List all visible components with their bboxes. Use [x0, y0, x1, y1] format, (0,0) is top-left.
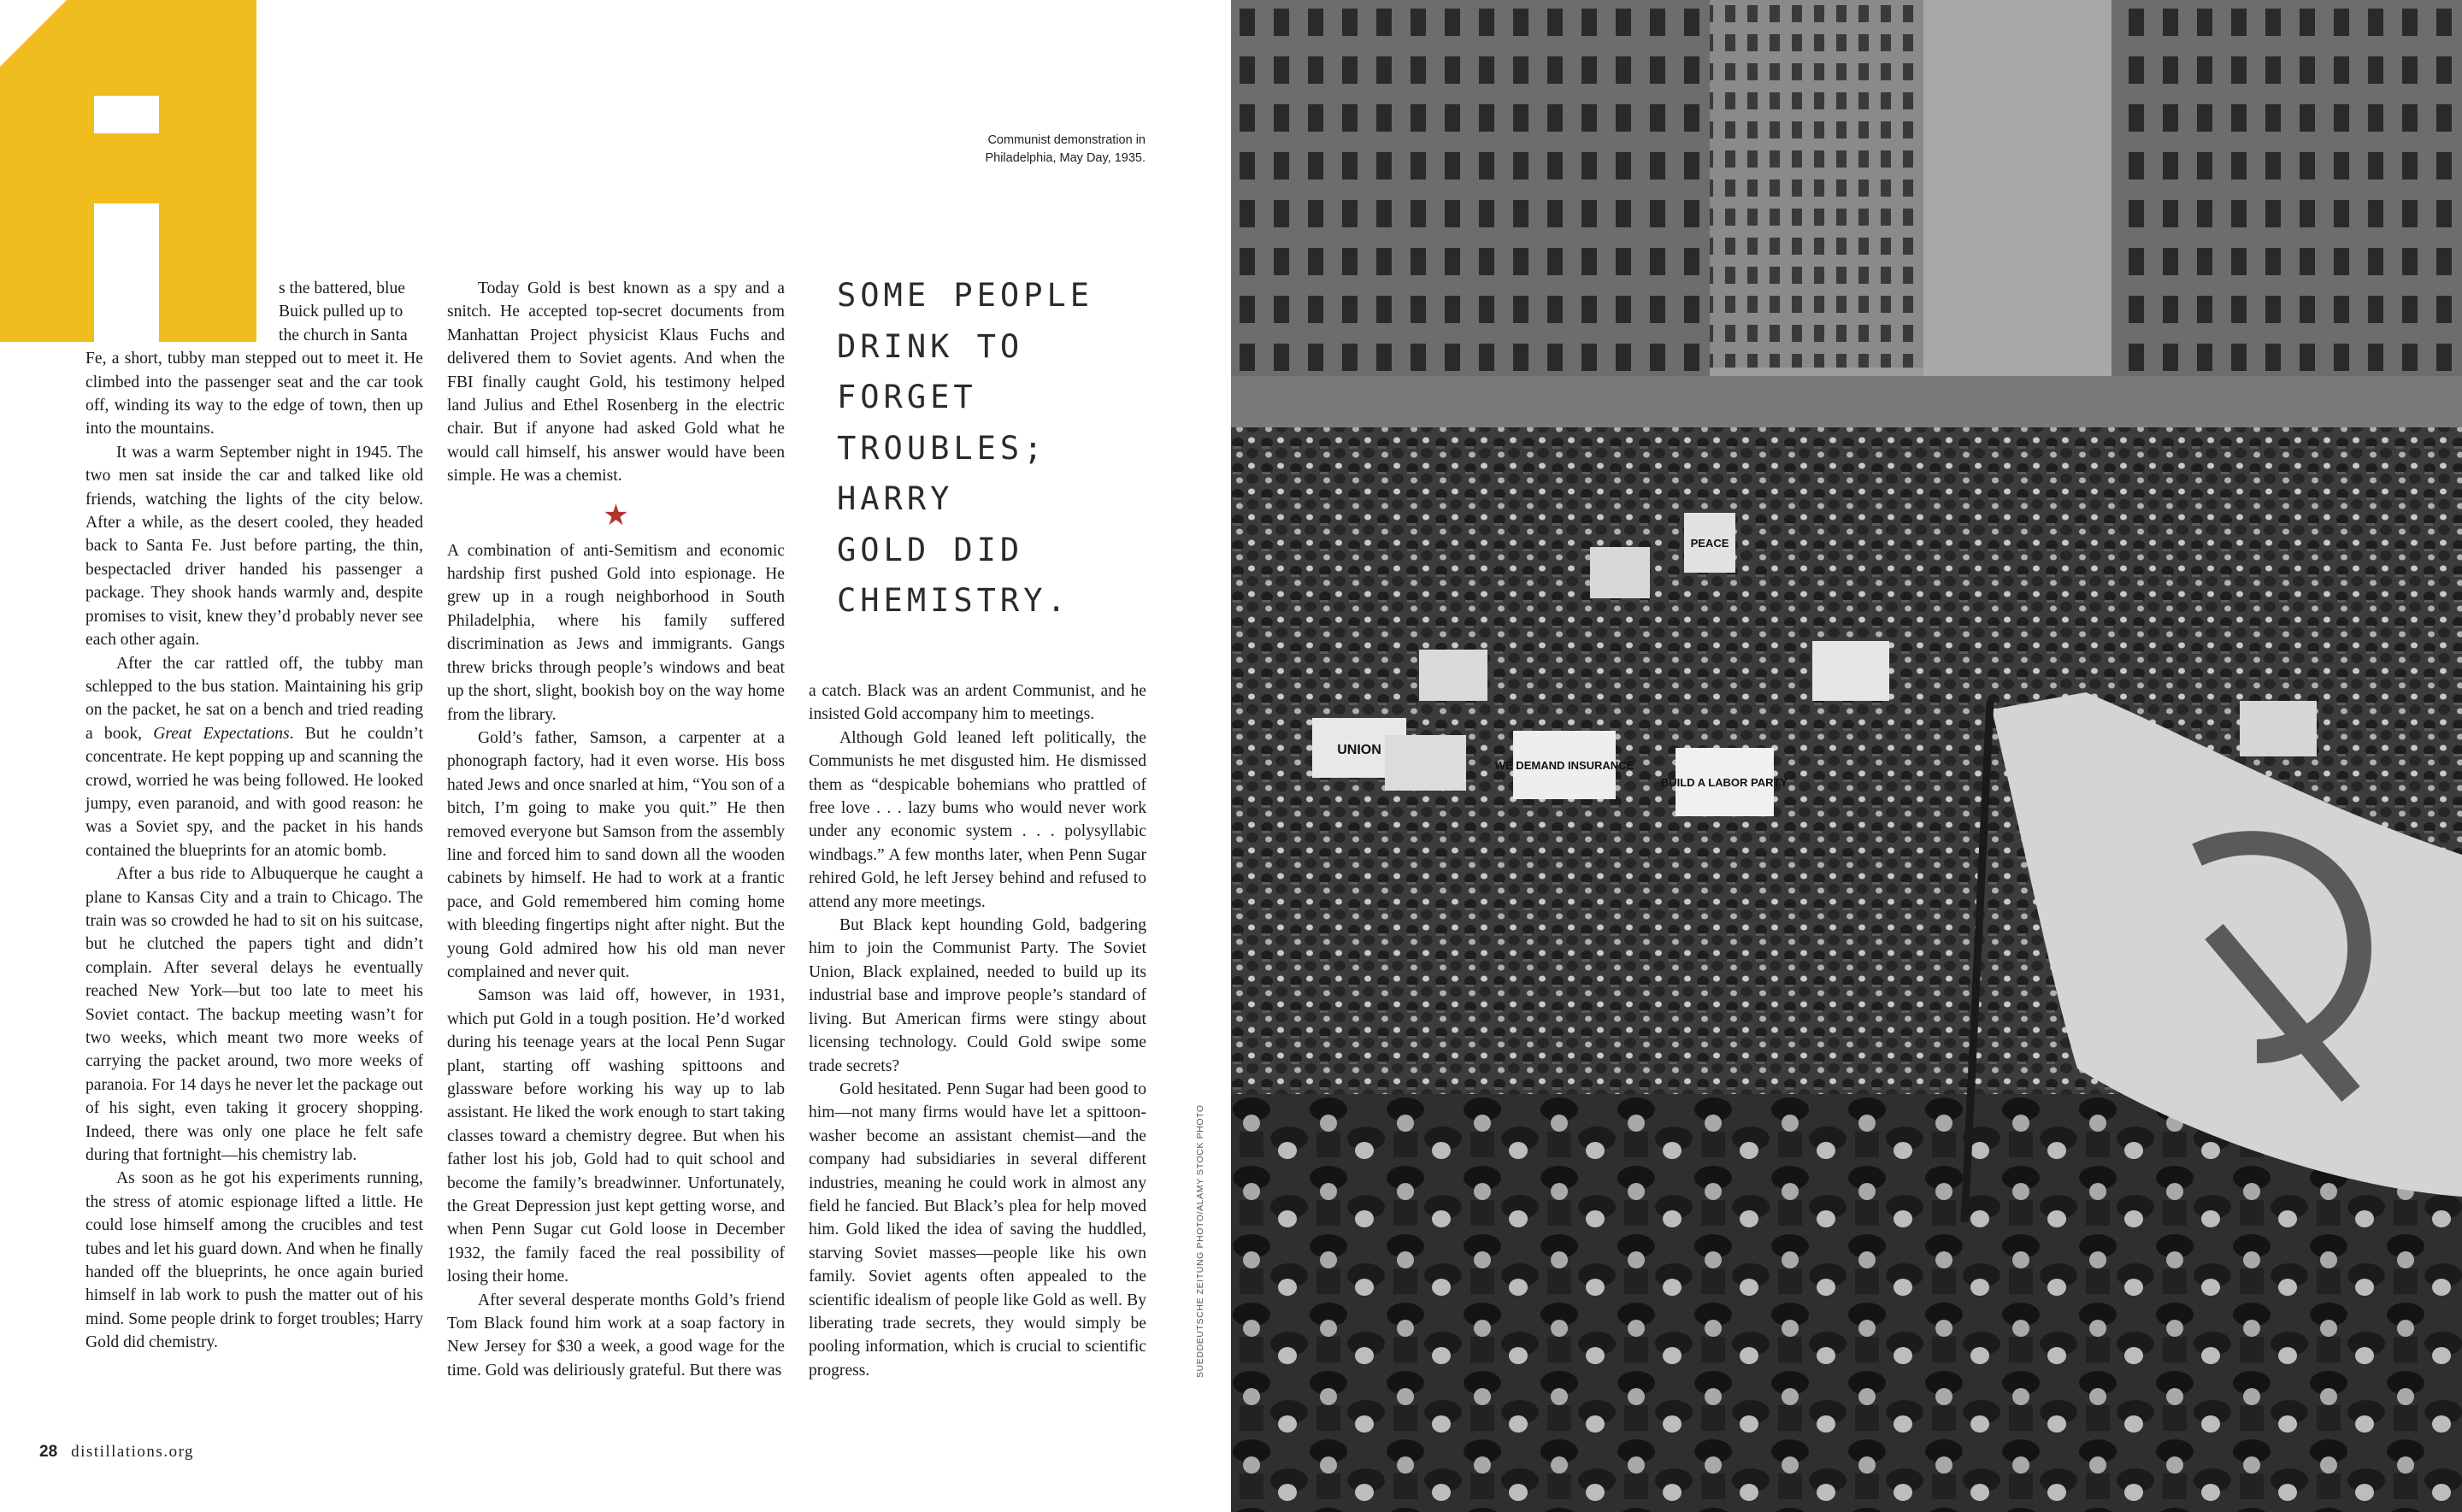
photo-credit: SUEDDEUTSCHE ZEITUNG PHOTO/ALAMY STOCK PHOTO	[1195, 1104, 1205, 1378]
sign	[1419, 650, 1487, 701]
body-paragraph: A combination of anti-Semitism and economic hardship first pushed Gold into espionage. He grew up in a rough neighborhood in South Philadelphia, where his family suffered discrimination as Jews and immigrants. Gangs threw bricks through people’s windows and beat up the short, slight, bookish boy on the way home from the library.	[447, 541, 785, 724]
city-hall-building	[1231, 0, 1710, 402]
body-paragraph: Gold’s father, Samson, a carpenter at a phonograph factory, had it even worse. His boss hated Jews and once snarled at him, “You son of a bitch, I’m going to make you quit.” He then removed everyone but Samson from the assembly line and forced him to sand down all the wooden cabinets by himself. He had to work at a frantic pace, and Gold remembered him coming home with bleeding fingertips night after night. But the young Gold admired how his old man never complained and never quit.	[447, 728, 785, 981]
lead-line-2: Buick pulled up to	[279, 303, 403, 321]
lead-line-3: the church in Santa	[279, 326, 408, 344]
body-paragraph: As soon as he got his experiments running, the stress of atomic espionage lifted a little. He could lose himself among the crucibles and test tubes and let his guard down. And when he finally handed off the blueprints, he once again buried himself in lab work to push the matter out of his mind. Some people drink to forget troubles; Harry Gold did chemistry.	[85, 1169, 423, 1352]
pull-quote-line: FORGET	[837, 379, 977, 415]
body-paragraph: After several desperate months Gold’s friend Tom Black found him work at a soap factory in New Jersey for $30 a week, a good wage for the time. Gold was deliriously grateful. But there was	[447, 1291, 785, 1380]
star-icon: ★	[603, 499, 629, 532]
body-paragraph	[85, 652, 423, 863]
sign	[1385, 735, 1466, 791]
distant-tower	[1710, 0, 1923, 368]
body-paragraph: Samson was laid off, however, in 1931, which put Gold in a tough position. He’d worked during his teenage years at the local Penn Sugar plant, starting off washing spittoons and glassware before working his way up to lab assistant. He liked the work enough to start taking classes toward a chemistry degree. But when his father lost his job, Gold had to quit school and become the family’s breadwinner. Unfortunately, the Great Depression just kept getting worse, and when Penn Sugar cut Gold loose in December 1932, the family faced the real possibility of losing their home.	[447, 986, 785, 1286]
body-paragraph: a catch. Black was an ardent Communist, and he insisted Gold accompany him to meetings.	[809, 682, 1146, 724]
body-paragraph: But Black kept hounding Gold, badgering him to join the Communist Party. The Soviet Union, Black explained, needed to build up its industrial base and improve people’s standard of living. But American firms were stingy about licensing technology. Could Gold swipe some trade secrets?	[809, 916, 1146, 1075]
sign	[2240, 701, 2317, 756]
body-paragraph: Gold hesitated. Penn Sugar had been good to him—not many firms would have let a spittoon-washer become an assistant chemist—and the company had subsidiaries in several different industries, meaning he could work in almost any field he fancied. But Black’s plea for help moved him. Gold liked the idea of saving the huddled, starving Soviet masses—people like his own family. Soviet agents often appealed to the scientific idealism of people like Gold as well. By liberating trade secrets, they would simply be pooling information, which is crucial to scientific progress.	[809, 1080, 1146, 1380]
distant-tower	[1923, 0, 2112, 376]
body-text: After the car rattled off, the tubby man schlepped to the bus station. Maintaining his grip on the packet, he sat on a bench and tried reading a book,	[85, 654, 423, 743]
demonstration-photo	[1231, 0, 2462, 1512]
pull-quote-line: CHEMISTRY.	[837, 582, 1070, 619]
article-column-1	[85, 277, 423, 1355]
pull-quote-line: DRINK TO	[837, 327, 1024, 365]
folio	[39, 1443, 194, 1462]
page-number: 28	[39, 1443, 58, 1461]
sign-text: PEACE	[1690, 537, 1729, 550]
sign-text: UNION	[1337, 743, 1381, 757]
right-building	[2112, 0, 2462, 427]
sign	[1590, 547, 1650, 598]
pull-quote-line: SOME PEOPLE	[837, 277, 1094, 314]
site-url: distillations.org	[71, 1443, 195, 1461]
body-paragraph: After a bus ride to Albuquerque he caught a plane to Kansas City and a train to Chicago. The train was so crowded he had to sit on his suitcase, but he clutched the papers tight and didn’t complain. After several delays he eventually reached New York—but too late to meet his Soviet contact. The backup meeting wasn’t for two weeks, which meant two more weeks of carrying the packet around, two more weeks of paranoia. For 14 days he never let the package out of his sight, even taking it grocery shopping. Indeed, there was only one place he felt safe during that fortnight—his chemistry lab.	[85, 865, 423, 1165]
article-column-2	[447, 277, 785, 1382]
sign-text: WE DEMAND INSURANCE	[1494, 759, 1634, 772]
book-title: Great Expectations	[153, 724, 290, 743]
pull-quote	[837, 270, 1196, 627]
pull-quote-line: HARRY	[837, 480, 954, 517]
lead-line-1: s the battered, blue	[279, 279, 405, 297]
pull-quote-line: GOLD DID	[837, 531, 1024, 568]
pull-quote-line: TROUBLES;	[837, 429, 1047, 467]
caption-line: Philadelphia, May Day, 1935.	[985, 151, 1146, 165]
lead-rest: Fe, a short, tubby man stepped out to meet it. He climbed into the passenger seat and the car took off, winding its way to the edge of town, then up into the mountains.	[85, 350, 423, 438]
lead-paragraph	[85, 277, 423, 441]
body-text: . But he couldn’t concentrate. He kept popping up and scanning the crowd, worried he was being followed. He looked jumpy, even paranoid, and with good reason: he was a Soviet spy, and the packet in his hands contained the blueprints for an atomic bomb.	[85, 724, 423, 860]
caption-line: Communist demonstration in	[987, 133, 1146, 147]
sign	[1812, 641, 1889, 701]
body-paragraph: Although Gold leaned left politically, the Communists he met disgusted him. He dismissed them as “despicable bohemians who prattled of free love . . . lazy bums who would never work under any economic system . . . polysyllabic windbags.” A few months later, when Penn Sugar rehired Gold, he left Jersey behind and refused to attend any more meetings.	[809, 728, 1146, 911]
body-paragraph: It was a warm September night in 1945. The two men sat inside the car and talked like old friends, watching the lights of the city below. After a while, as the desert cooled, they headed back to Santa Fe. Just before parting, the thin, bespectacled driver handed his passenger a package. They shook hands warmly and, despite promises to visit, knew they’d probably never see each other again.	[85, 443, 423, 650]
body-paragraph: Today Gold is best known as a spy and a snitch. He accepted top-secret documents from Manhattan Project physicist Klaus Fuchs and delivered them to Soviet agents. And when the FBI finally caught Gold, his testimony helped land Julius and Ethel Rosenberg in the electric chair. But if anyone had asked Gold what he would call himself, his answer would have been simple. He was a chemist.	[447, 279, 785, 485]
article-column-3	[809, 680, 1146, 1382]
sign-text: BUILD A LABOR PARTY	[1660, 776, 1788, 789]
photo-caption	[889, 132, 1146, 168]
